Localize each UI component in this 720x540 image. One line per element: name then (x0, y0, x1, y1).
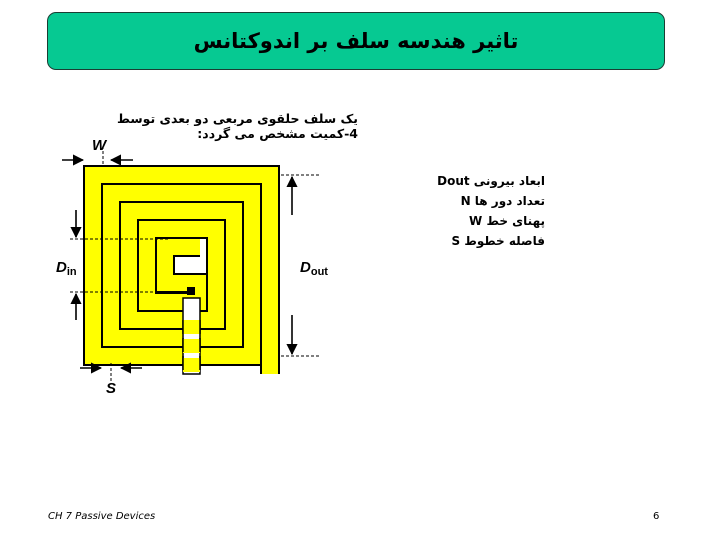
footer-text: CH 7 Passive Devices (48, 511, 156, 522)
label-d-in: $D_{in}$ (56, 259, 77, 278)
param-line-width: پهنای خط W (469, 214, 545, 228)
page-number: 6 (653, 511, 660, 522)
via (187, 287, 195, 295)
slide-title: تاثیر هندسه سلف بر اندوکتانس (193, 29, 519, 53)
label-s: S (106, 380, 117, 397)
param-line-spacing: فاصله خطوط S (451, 234, 545, 248)
param-turn-count: تعداد دور ها N (460, 194, 545, 208)
description-line-1: یک سلف حلقوی مربعی دو بعدی توسط (116, 111, 358, 126)
title-banner (47, 12, 665, 70)
label-w: W (92, 137, 107, 154)
description-line-2: 4-کمیت مشخص می گردد: (197, 126, 358, 141)
label-d-out: $D_{out}$ (300, 259, 328, 278)
param-outer-dimension: ابعاد بیرونی Dout (437, 174, 545, 188)
spiral-inductor-diagram (50, 130, 340, 405)
